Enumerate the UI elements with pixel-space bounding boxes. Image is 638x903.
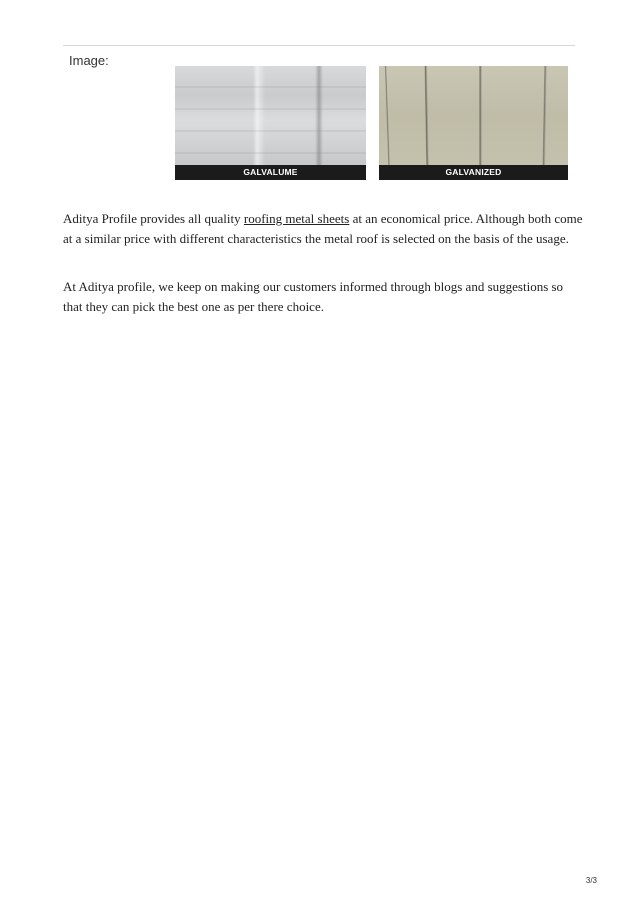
closing-paragraph: At Aditya profile, we keep on making our customers informed through blogs and suggestions so that they can pick the best one as per there choice. xyxy=(63,279,564,314)
intro-text-end: at an economical price. Although both come at a similar price with different characteristics the metal roof is selected on the basis of the usage. xyxy=(63,211,583,246)
galvalume-caption: GALVALUME xyxy=(175,165,366,180)
image-label: Image: xyxy=(69,53,109,68)
galvanized-caption: GALVANIZED xyxy=(379,165,568,180)
galvalume-photo xyxy=(175,66,366,180)
page-number: 3/3 xyxy=(585,876,597,885)
intro-text-start: Aditya Profile provides all quality xyxy=(63,211,244,226)
roofing-metal-sheets-link[interactable]: roofing metal sheets xyxy=(243,211,350,226)
galvanized-photo xyxy=(379,66,568,180)
galvanized-roof-surface xyxy=(379,66,568,165)
top-divider xyxy=(63,45,575,46)
galvalume-roof-surface xyxy=(175,66,366,165)
intro-paragraph xyxy=(63,209,583,249)
